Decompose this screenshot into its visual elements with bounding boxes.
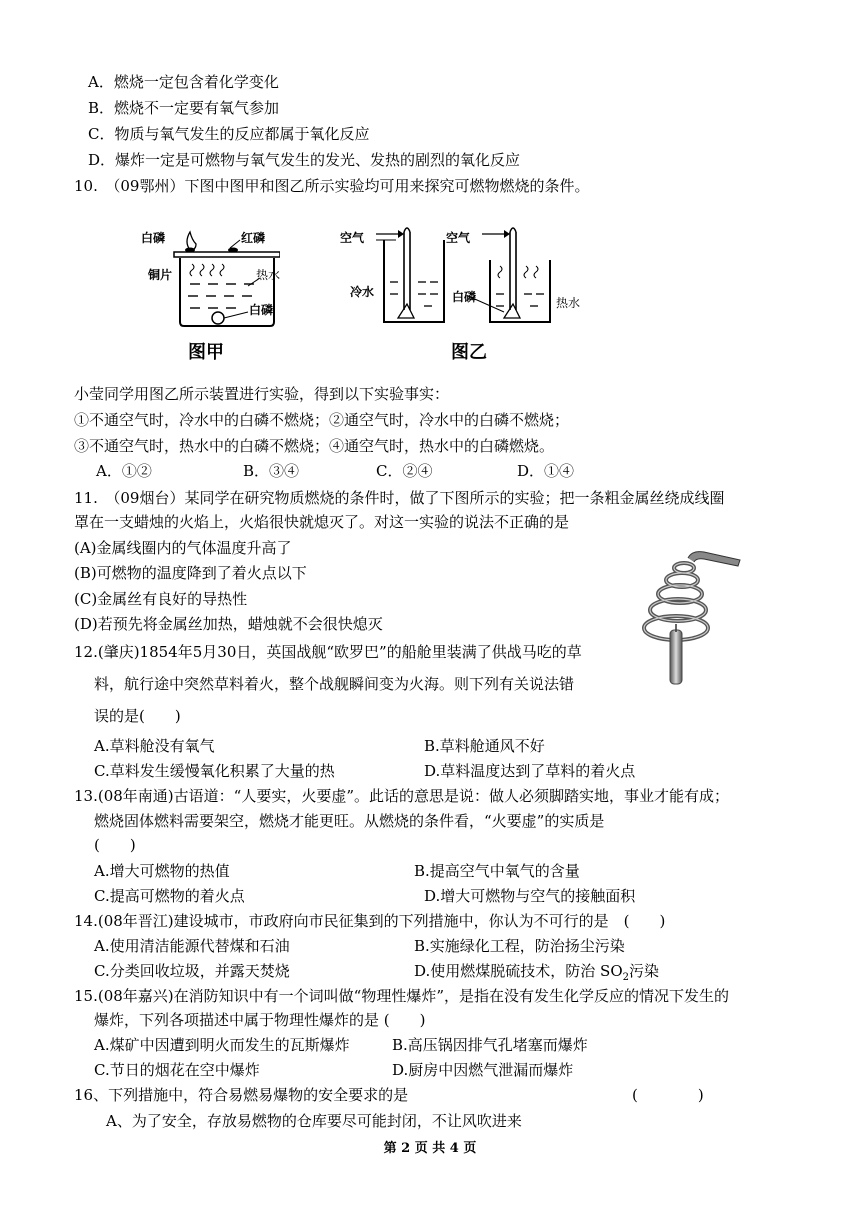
q9-option-a: A．燃烧一定包含着化学变化 bbox=[88, 73, 279, 91]
label-white-phosphorus-bottom: 白磷 bbox=[249, 303, 274, 317]
label-white-phosphorus-top: 白磷 bbox=[141, 231, 166, 245]
page-footer: 第 2 页 共 4 页 bbox=[383, 1141, 477, 1156]
q14-option-c: C.分类回收垃圾，并露天焚烧 bbox=[94, 962, 290, 980]
q16-answer-bracket: ( ) bbox=[632, 1086, 704, 1104]
so2-base: SO bbox=[600, 962, 623, 980]
so2-subscript: 2 bbox=[622, 972, 629, 983]
q10-stem: 10. （09鄂州）下图中图甲和图乙所示实验均可用来探究可燃物燃烧的条件。 bbox=[74, 177, 590, 195]
q9-option-b: B．燃烧不一定要有氧气参加 bbox=[88, 99, 280, 117]
q11-option-b: (B)可燃物的温度降到了着火点以下 bbox=[74, 564, 307, 582]
q13-stem-line2: 燃烧固体燃料需要架空，燃烧才能更旺。从燃烧的条件看，“火要虚”的实质是 bbox=[94, 812, 605, 830]
label-air-right: 空气 bbox=[446, 231, 471, 245]
q11-option-d: (D)若预先将金属丝加热，蜡烛就不会很快熄灭 bbox=[74, 615, 383, 633]
q11-stem-line1: 11. （09烟台）某同学在研究物质燃烧的条件时，做了下图所示的实验；把一条粗金属丝绕成线圈 bbox=[74, 489, 725, 507]
q13-option-d: D.增大可燃物与空气的接触面积 bbox=[424, 887, 636, 905]
so2-tail: 污染 bbox=[629, 962, 660, 980]
q10-facts-line2: ③不通空气时，热水中的白磷不燃烧；④通空气时，热水中的白磷燃烧。 bbox=[74, 437, 555, 455]
q12-stem-line1: 12.(肇庆)1854年5月30日，英国战舰“欧罗巴”的船舱里装满了供战马吃的草 bbox=[74, 643, 582, 661]
q10-option-a: A．①② bbox=[96, 462, 152, 480]
q16-option-a: A、为了安全，存放易燃物的仓库要尽可能封闭，不让风吹进来 bbox=[106, 1112, 522, 1130]
q12-option-a: A.草料舱没有氧气 bbox=[94, 737, 215, 755]
label-cold-water: 冷水 bbox=[350, 285, 375, 299]
q9-option-d: D．爆炸一定是可燃物与氧气发生的发光、发热的剧烈的氧化反应 bbox=[88, 151, 521, 169]
q13-stem-line3: ( ) bbox=[94, 836, 136, 854]
q9-option-c: C．物质与氧气发生的反应都属于氧化反应 bbox=[88, 125, 370, 143]
q12-stem-line2: 料，航行途中突然草料着火，整个战舰瞬间变为火海。则下列有关说法错 bbox=[94, 675, 575, 693]
label-red-phosphorus: 红磷 bbox=[241, 231, 266, 245]
q13-stem-line1: 13.(08年南通)古语道：“人要实，火要虚”。此话的意思是说：做人必须脚踏实地，事业才能有成； bbox=[74, 787, 729, 805]
q12-option-c: C.草料发生缓慢氧化积累了大量的热 bbox=[94, 762, 335, 780]
coil-candle-illustration bbox=[636, 548, 746, 688]
label-hot-water-jia: 热水 bbox=[256, 268, 281, 282]
label-hot-water-yi: 热水 bbox=[556, 296, 581, 310]
q16-stem: 16、下列措施中，符合易燃易爆物的安全要求的是 bbox=[74, 1086, 409, 1104]
q11-option-a: (A)金属线圈内的气体温度升高了 bbox=[74, 539, 292, 557]
q15-option-b: B.高压锅因排气孔堵塞而爆炸 bbox=[392, 1036, 588, 1054]
q10-option-d: D．①④ bbox=[517, 462, 575, 480]
q10-intro: 小莹同学用图乙所示装置进行实验，得到以下实验事实： bbox=[74, 385, 450, 403]
q13-option-a: A.增大可燃物的热值 bbox=[94, 862, 230, 880]
q11-option-c: (C)金属丝有良好的导热性 bbox=[74, 590, 248, 608]
q14-option-d-text: D.使用燃煤脱硫技术，防治 bbox=[414, 962, 596, 980]
q12-option-b: B.草料舱通风不好 bbox=[424, 737, 545, 755]
q10-option-b: B．③④ bbox=[243, 462, 300, 480]
q12-stem-line3: 误的是( ) bbox=[94, 707, 181, 725]
q13-option-c: C.提高可燃物的着火点 bbox=[94, 887, 245, 905]
q11-stem-line2: 罩在一支蜡烛的火焰上，火焰很快就熄灭了。对这一实验的说法不正确的是 bbox=[74, 513, 570, 531]
q15-option-d: D.厨房中因燃气泄漏而爆炸 bbox=[392, 1061, 574, 1079]
q14-option-d bbox=[414, 961, 659, 988]
label-copper-plate: 铜片 bbox=[148, 268, 173, 282]
q12-option-d: D.草料温度达到了草料的着火点 bbox=[424, 762, 636, 780]
q15-stem-line1: 15.(08年嘉兴)在消防知识中有一个词叫做“物理性爆炸”，是指在没有发生化学反应的情况下发生的 bbox=[74, 987, 729, 1005]
q15-option-a: A.煤矿中因遭到明火而发生的瓦斯爆炸 bbox=[94, 1036, 350, 1054]
q15-stem-line2: 爆炸，下列各项描述中属于物理性爆炸的是 ( ) bbox=[94, 1011, 426, 1029]
label-white-phosphorus-yi: 白磷 bbox=[452, 290, 477, 304]
q15-option-c: C.节日的烟花在空中爆炸 bbox=[94, 1061, 260, 1079]
q14-stem: 14.(08年晋江)建设城市，市政府向市民征集到的下列措施中，你认为不可行的是 ( ) bbox=[74, 912, 666, 930]
caption-yi: 图乙 bbox=[451, 342, 487, 363]
label-air-left: 空气 bbox=[340, 231, 365, 245]
q13-option-b: B.提高空气中氧气的含量 bbox=[414, 862, 580, 880]
q14-option-b: B.实施绿化工程，防治扬尘污染 bbox=[414, 937, 625, 955]
q14-option-a: A.使用清洁能源代替煤和石油 bbox=[94, 937, 290, 955]
caption-jia: 图甲 bbox=[188, 342, 224, 363]
q10-option-c: C．②④ bbox=[376, 462, 433, 480]
q10-facts-line1: ①不通空气时，冷水中的白磷不燃烧；②通空气时，冷水中的白磷不燃烧； bbox=[74, 411, 570, 429]
